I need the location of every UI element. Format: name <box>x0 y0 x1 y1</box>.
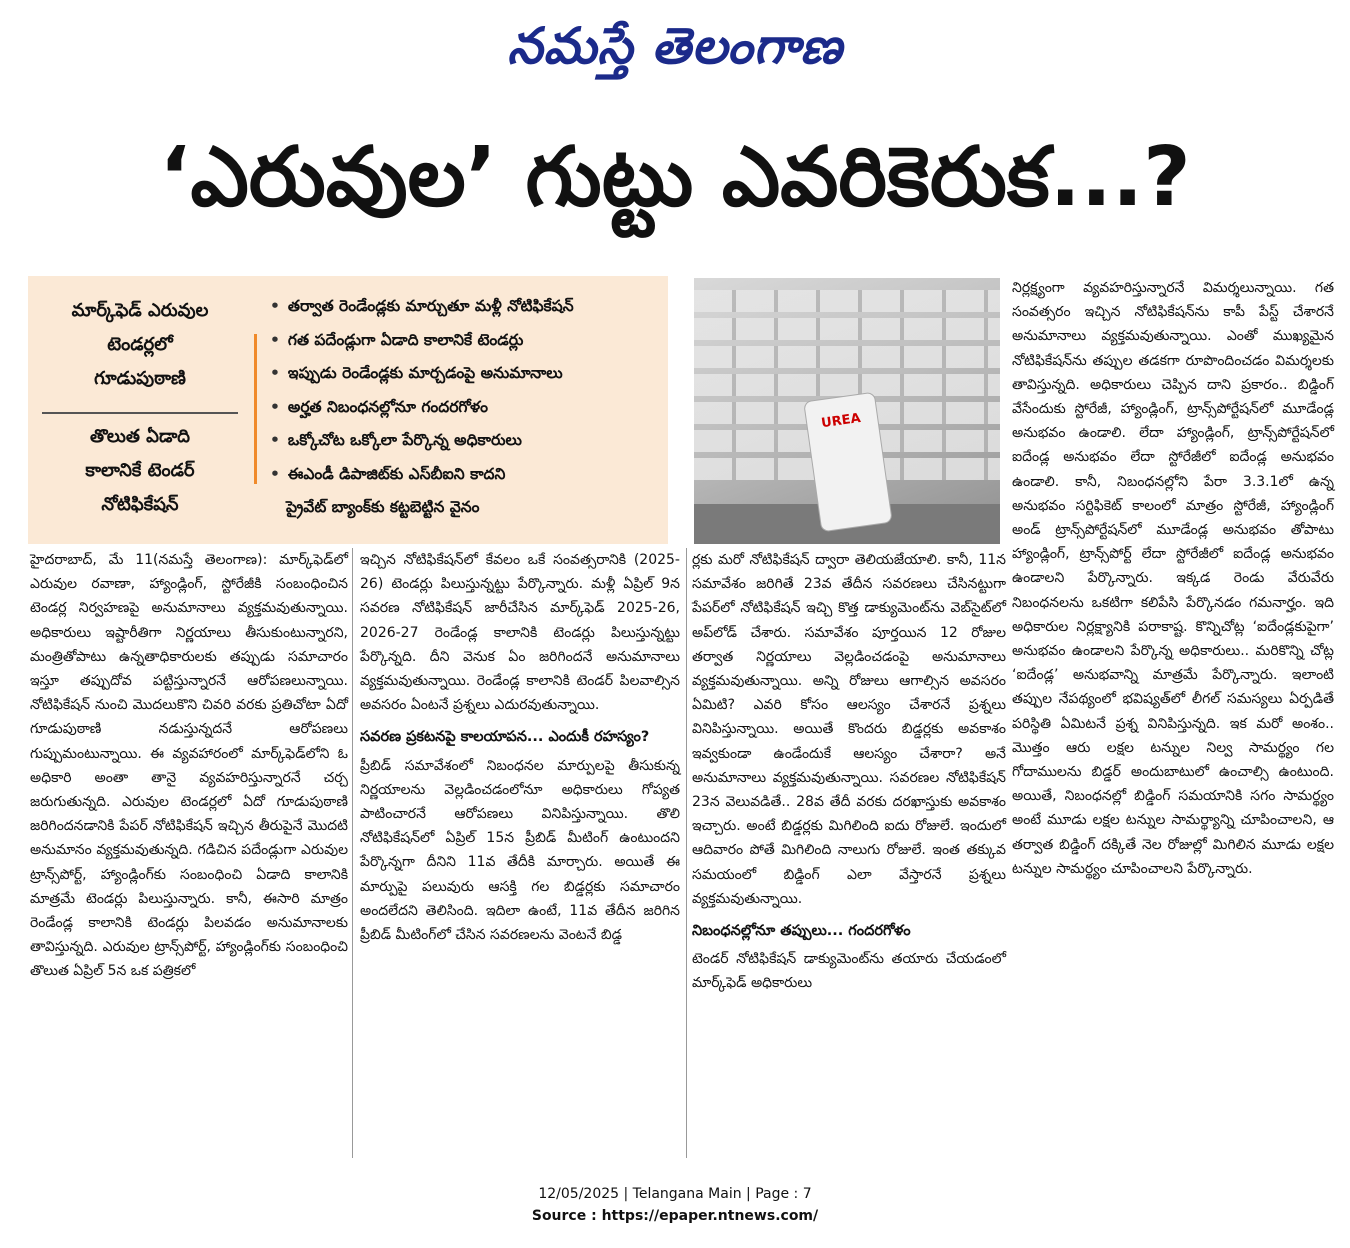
article-paragraph: టెండర్ నోటిఫికేషన్ డాక్యుమెంట్‌ను తయారు చేయడంలో మార్క్‌ఫెడ్ అధికారులు <box>692 951 1006 992</box>
article-column-4 <box>1012 276 1334 881</box>
highlights-box <box>28 276 668 544</box>
highlight-caption-2: తొలుత ఏడాది కాలానికే టెండర్ నోటిఫికేషన్ <box>85 426 195 515</box>
highlight-bullet-continuation: ప్రైవేట్ బ్యాంక్‌కు కట్టబెట్టిన వైనం <box>286 498 480 516</box>
article-column-2 <box>360 548 680 947</box>
highlight-bullet: • గత పదేండ్లుగా ఏడాది కాలానికే టెండర్లు <box>270 330 524 349</box>
article-paragraph: ర్లకు మరో నోటిఫికేషన్ ద్వారా తెలియజేయాలి. కానీ, 11న సమావేశం జరిగితే 23వ తేదీన సవరణలు చేసినట్టుగా పేపర్‌లో నోటిఫికేషన్ ఇచ్చి కొత్త డాక్యుమెంట్‌ను వెబ్‌సైట్‌లో అప్‌లోడ్ చేశారు. సమావేశం పూర్తయిన 12 రోజుల తర్వాత నిర్ణయాలు వెల్లడించడంపై అనుమానాలు వ్యక్తమవుతున్నాయి. అన్ని రోజులు ఆగాల్సిన అవసరం ఏమిటి? ఎవరి కోసం ఆలస్యం చేశారనే ప్రశ్నలు వినిపిస్తున్నాయి. అయితే కొందరు బిడ్డర్లకు అవకాశం ఇవ్వకుండా ఉండేందుకే ఆలస్యం చేశారా? అనే అనుమానాలు వ్యక్తమవుతున్నాయి. సవరణల నోటిఫికేషన్ 23న వెలువడితే.. 28వ తేదీ వరకు దరఖాస్తుకు అవకాశం ఇచ్చారు. అంటే బిడ్డర్లకు మిగిలింది ఐదు రోజులే. ఇందులో ఆదివారం పోతే మిగిలింది నాలుగు రోజులే. ఇంత తక్కువ సమయంలో బిడ్డింగ్ ఎలా వేస్తారనే ప్రశ్నలు వ్యక్తమవుతున్నాయి. <box>692 552 1006 907</box>
article-subheading: సవరణ ప్రకటనపై కాలయాపన... ఎందుకీ రహస్యం? <box>360 729 650 746</box>
highlight-bullet: • ఈఎండీ డిపాజిట్‌కు ఎస్‌బీఐని కాదని <box>270 464 506 483</box>
highlight-bullet: • ఒక్కోచోట ఒక్కోలా పేర్కొన్న అధికారులు <box>270 431 522 449</box>
highlights-divider <box>254 334 257 484</box>
highlight-caption-1: మార్క్‌ఫెడ్ ఎరువుల టెండర్లలో గూడుపుఠాణి <box>71 300 209 389</box>
bullet-icon: • <box>270 431 280 449</box>
highlight-bullet-list <box>270 290 662 525</box>
urea-bag-label: UREA <box>820 410 862 432</box>
article-subheading: నిబంధనల్లోనూ తప్పులు... గందరగోళం <box>692 923 911 940</box>
bag-stack-row <box>694 290 1000 312</box>
bag-stack-row <box>694 318 1000 340</box>
highlight-bullet: • ఇప్పుడు రెండేండ్లకు మార్చడంపై అనుమానాలు <box>270 364 563 382</box>
column-rule <box>686 548 687 1158</box>
fertilizer-bags-photo <box>694 278 1000 544</box>
bullet-icon: • <box>270 297 280 315</box>
highlight-bullet: • అర్హత నిబంధనల్లోనూ గందరగోళం <box>270 397 488 416</box>
article-paragraph: హైదరాబాద్, మే 11(నమస్తే తెలంగాణ): మార్క్‌ఫెడ్‌లో ఎరువుల రవాణా, హ్యాండ్లింగ్, స్టోరేజీకి సంబంధించిన టెండర్ల నిర్వహణపై అనుమానాలు వ్యక్తమవుతున్నాయి. అధికారులు ఇష్టారీతిగా నిర్ణయాలు తీసుకుంటున్నారని, మంత్రితోపాటు ఉన్నతాధికారులకు తప్పుడు సమాచారం ఇస్తూ తప్పుదోవ పట్టిస్తున్నారనే ఆరోపణలున్నాయి. నోటిఫికేషన్ నుంచి మొదలుకొని చివరి వరకు ప్రతిచోటా ఏదో గూడుపుఠాణి నడుస్తున్నదనే ఆరోపణలు గుప్పుమంటున్నాయి. ఈ వ్యవహారంలో మార్క్‌ఫెడ్‌లోని ఓ అధికారి అంతా తానై వ్యవహరిస్తున్నారనే చర్చ జరుగుతున్నది. ఎరువుల టెండర్లలో ఏదో గూడుపుఠాణి జరిగిందనడానికి పేపర్ నోటిఫికేషన్ ఇచ్చిన తీరుపైనే మొదటి అనుమానం వ్యక్తమవుతున్నది. గడిచిన పదేండ్లుగా ఎరువుల ట్రాన్స్‌పోర్ట్, హ్యాండ్లింగ్‌కు సంబంధించి ఏడాది కాలానికి మాత్రమే టెండర్లు పిలుస్తున్నారు. కానీ, ఈసారి మాత్రం రెండేండ్ల కాలానికి టెండర్లు పిలవడం అనుమానాలకు తావిస్తున్నది. ఎరువుల ట్రాన్స్‌పోర్ట్, హ్యాండ్లింగ్‌కు సంబంధించి తొలుత ఏప్రిల్ 5న ఒక పత్రికలో <box>30 552 348 980</box>
article-headline: ‘ఎరువుల’ గుట్టు ఎవరికెరుక...? <box>159 130 1191 225</box>
article-column-1 <box>30 548 348 984</box>
bullet-icon: • <box>270 330 280 349</box>
source-link[interactable]: Source : https://epaper.ntnews.com/ <box>531 1208 819 1224</box>
article-paragraph: ఇచ్చిన నోటిఫికేషన్‌లో కేవలం ఒకే సంవత్సరానికి (2025-26) టెండర్లు పిలుస్తున్నట్టు పేర్కొన్నారు. మళ్లీ ఏప్రిల్ 9న సవరణ నోటిఫికేషన్ జారీచేసిన మార్క్‌ఫెడ్ 2025-26, 2026-27 రెండేండ్ల కాలానికి టెండర్లు పిలుస్తున్నట్టు పేర్కొన్నది. దీని వెనుక ఏం జరిగిందనే అనుమానాలు వ్యక్తమవుతున్నాయి. రెండేండ్ల కాలానికి టెండర్ పిలవాల్సిన అవసరం ఏంటనే ప్రశ్నలు ఎదురవుతున్నాయి. <box>360 552 680 714</box>
bag-stack-row <box>694 374 1000 396</box>
highlight-separator <box>42 412 238 414</box>
highlights-left-panel <box>36 286 244 536</box>
bullet-icon: • <box>270 364 280 382</box>
highlight-bullet: • తర్వాత రెండేండ్లకు మార్చుతూ మళ్లీ నోటిఫికేషన్ <box>270 297 574 315</box>
article-paragraph: నిర్లక్ష్యంగా వ్యవహరిస్తున్నారనే విమర్శలున్నాయి. గత సంవత్సరం ఇచ్చిన నోటిఫికేషన్‌ను కాపీ పేస్ట్ చేశారనే అనుమానాలు వ్యక్తమవుతున్నాయి. ఎంతో ముఖ్యమైన నోటిఫికేషన్‌ను తప్పుల తడకగా రూపొందించడం విమర్శలకు తావిస్తున్నది. అధికారులు చెప్పిన దాని ప్రకారం.. బిడ్డింగ్ వేసేందుకు స్టోరేజీ, హ్యాండ్లింగ్, ట్రాన్స్‌పోర్టేషన్‌లో మూడేండ్ల అనుభవం ఉండాలి. లేదా హ్యాండ్లింగ్, ట్రాన్స్‌పోర్టేషన్‌లో ఐదేండ్ల అనుభవం లేదా స్టోరేజీలో ఐదేండ్ల అనుభవం ఉండాలి. కానీ, నిబంధనల్లోని పేరా 3.3.1లో ఉన్న అనుభవం సర్టిఫికెట్ కాలంలో మాత్రం స్టోరేజీ, హ్యాండ్లింగ్ అండ్ ట్రాన్స్‌పోర్టేషన్‌లో మూడేండ్ల అనుభవం తోపాటు హ్యాండ్లింగ్, ట్రాన్స్‌పోర్ట్ లేదా స్టోరేజీలో ఐదేండ్ల అనుభవం ఉండాలని పేర్కొన్నారు. ఇక్కడ రెండు వేరువేరు నిబంధనలను ఒకటిగా కలిపేసి పేర్కొనడం గమనార్హం. ఇది అధికారుల నిర్లక్ష్యానికి పరాకాష్ట. కొన్నిచోట్ల ‘ఐదేండ్లకుపైగా’ అనుభవం ఉండాలని పేర్కొన్న అధికారులు.. మరికొన్ని చోట్ల ‘ఐదేండ్ల’ అనుభవాన్ని మాత్రమే పేర్కొన్నారు. ఇలాంటి తప్పుల నేపథ్యంలో భవిష్యత్‌లో లీగల్ సమస్యలు ఏర్పడితే పరిస్థితి ఏమిటనే ప్రశ్న వినిపిస్తున్నది. ఇక మరో అంశం.. మొత్తం ఆరు లక్షల టన్నుల నిల్వ సామర్థ్యం గల గోదాములను బిడ్డర్ అందుబాటులో ఉంచాల్సి ఉంటుంది. అయితే, నిబంధనల్లో బిడ్డింగ్ సమయానికి సగం సామర్థ్యం అంటే మూడు లక్షల టన్నుల సామర్థ్యాన్ని చూపించాలని, ఆ తర్వాత బిడ్డింగ్ దక్కితే నెల రోజుల్లో మిగిలిన మూడు లక్షల టన్నుల సామర్థ్యం చూపించాలని పేర్కొన్నారు. <box>1012 280 1334 877</box>
bullet-icon: • <box>270 464 280 483</box>
article-paragraph: ప్రీబిడ్ సమావేశంలో నిబంధనల మార్పులపై తీసుకున్న నిర్ణయాలను వెల్లడించడంలోనూ అధికారులు గోప్యత పాటించారనే ఆరోపణలు వినిపిస్తున్నాయి. తొలి నోటిఫికేషన్‌లో ఏప్రిల్ 15న ప్రీబిడ్ మీటింగ్ ఉంటుందని పేర్కొన్నగా దీనిని 11వ తేదీకి మార్చారు. అయితే ఈ మార్పుపై పలువురు ఆసక్తి గల బిడ్డర్లకు సమాచారం అందలేదని తెలిసింది. ఇదిలా ఉంటే, 11వ తేదీన జరిగిన ప్రీబిడ్ మీటింగ్‌లో చేసిన సవరణలను వెంటనే బిడ్డ <box>360 757 680 944</box>
column-rule <box>352 548 353 1158</box>
edition-info: 12/05/2025 | Telangana Main | Page : 7 <box>538 1186 812 1202</box>
bullet-icon: • <box>270 397 280 416</box>
newspaper-masthead: నమస్తే తెలంగాణ <box>507 17 843 75</box>
bag-stack-row <box>694 346 1000 368</box>
article-column-3 <box>692 548 1006 996</box>
